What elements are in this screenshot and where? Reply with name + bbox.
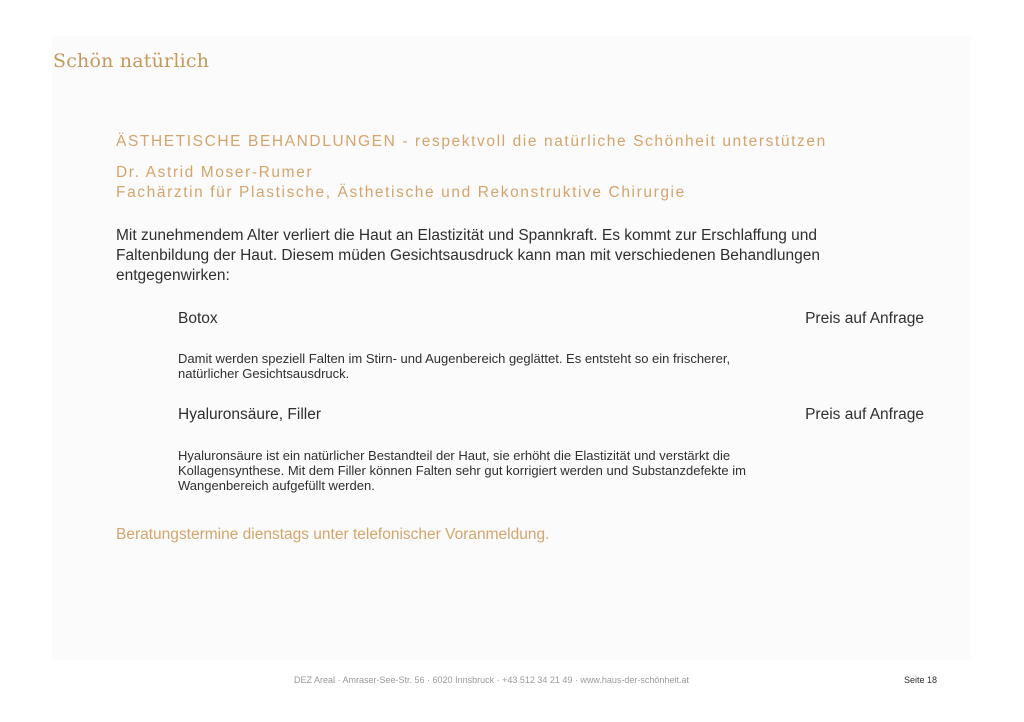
page-title: Schön natürlich [53,50,210,72]
doctor-name: Dr. Astrid Moser-Rumer [116,164,314,181]
treatment-price: Preis auf Anfrage [805,310,924,327]
treatment-name: Botox [178,310,218,327]
section-heading: ÄSTHETISCHE BEHANDLUNGEN - respektvoll die natürliche Schönheit unterstützen [116,133,827,150]
intro-paragraph: Mit zunehmendem Alter verliert die Haut an Elastizität und Spannkraft. Es kommt zur Erschlaffung und Faltenbildung der Haut. Diesem müden Gesichtsausdruck kann man mit verschiedenen Behandlungen entgegenwirken: [116,227,820,284]
page-panel [52,36,970,660]
doctor-title: Fachärztin für Plastische, Ästhetische und Rekonstruktive Chirurgie [116,184,686,201]
treatment-price: Preis auf Anfrage [805,406,924,423]
treatment-description: Hyaluronsäure ist ein natürlicher Bestandteil der Haut, sie erhöht die Elastizität und verstärkt die Kollagensynthese. Mit dem Filler können Falten sehr gut korrigiert werden und Substanzdefekte im Wangenbereich aufgefüllt werden. [178,448,746,493]
treatment-description: Damit werden speziell Falten im Stirn- und Augenbereich geglättet. Es entsteht so ein frischerer, natürlicher Gesichtsausdruck. [178,351,731,381]
page-number: Seite 18 [904,675,938,685]
treatment-name: Hyaluronsäure, Filler [178,406,321,423]
footer [0,675,1024,689]
consultation-note: Beratungstermine dienstags unter telefonischer Voranmeldung. [116,526,550,543]
footer-address: DEZ Areal · Amraser-See-Str. 56 · 6020 Innsbruck · +43 512 34 21 49 · www.haus-der-schönheit.at [294,675,689,685]
